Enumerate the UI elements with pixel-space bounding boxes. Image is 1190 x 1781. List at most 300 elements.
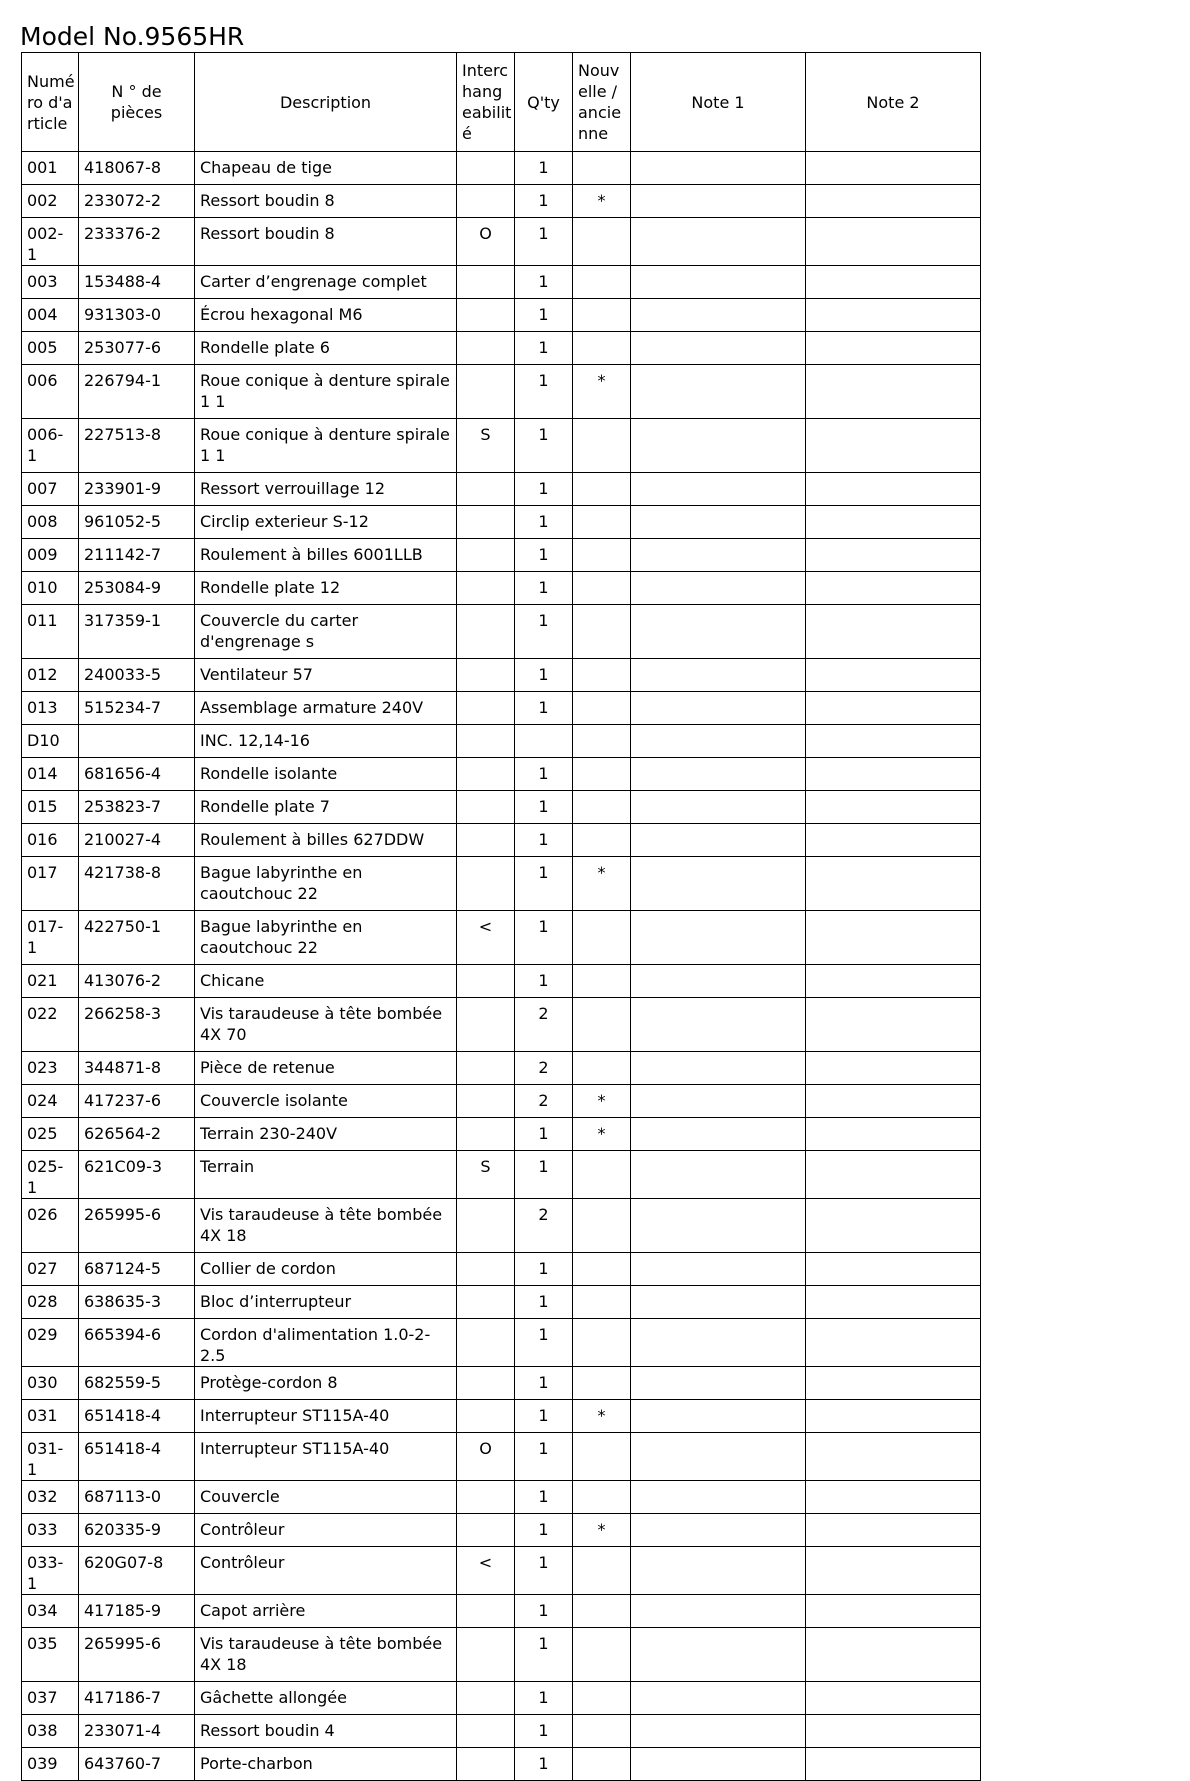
table-row <box>22 1481 981 1514</box>
cell-part-number: 266258-3 <box>79 998 195 1052</box>
header-new-old: Nouv elle / ancie nne <box>573 53 631 152</box>
cell-item-number: 033 <box>22 1514 79 1547</box>
cell-description: Circlip exterieur S-12 <box>195 506 457 539</box>
cell-part-number: 931303-0 <box>79 299 195 332</box>
cell-item-number: 002 <box>22 185 79 218</box>
cell-note-1 <box>631 332 806 365</box>
cell-part-number: 253084-9 <box>79 572 195 605</box>
cell-note-1 <box>631 218 806 266</box>
cell-description: Porte-charbon <box>195 1748 457 1781</box>
cell-new-old <box>573 725 631 758</box>
cell-note-1 <box>631 506 806 539</box>
cell-description: Roulement à billes 6001LLB <box>195 539 457 572</box>
table-row <box>22 1547 981 1595</box>
cell-item-number: 034 <box>22 1595 79 1628</box>
cell-note-2 <box>806 725 981 758</box>
table-row <box>22 266 981 299</box>
cell-note-2 <box>806 419 981 473</box>
cell-note-1 <box>631 605 806 659</box>
cell-part-number: 687113-0 <box>79 1481 195 1514</box>
cell-item-number: 012 <box>22 659 79 692</box>
cell-note-2 <box>806 1151 981 1199</box>
cell-description: INC. 12,14-16 <box>195 725 457 758</box>
cell-quantity: 1 <box>515 1748 573 1781</box>
cell-quantity: 1 <box>515 572 573 605</box>
cell-interchangeability <box>457 1319 515 1367</box>
cell-new-old <box>573 791 631 824</box>
cell-part-number: 681656-4 <box>79 758 195 791</box>
cell-note-1 <box>631 1400 806 1433</box>
cell-note-2 <box>806 1118 981 1151</box>
cell-note-2 <box>806 1628 981 1682</box>
cell-description: Protège-cordon 8 <box>195 1367 457 1400</box>
table-row <box>22 218 981 266</box>
cell-part-number: 417185-9 <box>79 1595 195 1628</box>
cell-note-1 <box>631 365 806 419</box>
cell-interchangeability <box>457 185 515 218</box>
table-row <box>22 1715 981 1748</box>
table-row <box>22 1595 981 1628</box>
cell-item-number: 035 <box>22 1628 79 1682</box>
cell-note-1 <box>631 1253 806 1286</box>
cell-note-2 <box>806 1433 981 1481</box>
cell-interchangeability <box>457 1595 515 1628</box>
cell-note-1 <box>631 998 806 1052</box>
table-row <box>22 911 981 965</box>
cell-quantity: 1 <box>515 1286 573 1319</box>
cell-note-1 <box>631 1682 806 1715</box>
cell-quantity: 1 <box>515 1481 573 1514</box>
cell-interchangeability <box>457 1367 515 1400</box>
cell-note-1 <box>631 1715 806 1748</box>
cell-description: Écrou hexagonal M6 <box>195 299 457 332</box>
cell-interchangeability <box>457 1118 515 1151</box>
cell-new-old: * <box>573 857 631 911</box>
cell-item-number: 011 <box>22 605 79 659</box>
cell-description: Ventilateur 57 <box>195 659 457 692</box>
table-row <box>22 857 981 911</box>
cell-note-1 <box>631 758 806 791</box>
cell-new-old <box>573 299 631 332</box>
cell-description: Roue conique à denture spirale 1 1 <box>195 365 457 419</box>
cell-note-1 <box>631 911 806 965</box>
cell-new-old <box>573 911 631 965</box>
cell-note-1 <box>631 659 806 692</box>
cell-interchangeability <box>457 152 515 185</box>
cell-interchangeability <box>457 725 515 758</box>
cell-new-old <box>573 659 631 692</box>
cell-note-2 <box>806 1715 981 1748</box>
cell-quantity: 1 <box>515 1400 573 1433</box>
cell-item-number: 017-1 <box>22 911 79 965</box>
cell-note-1 <box>631 1433 806 1481</box>
cell-note-1 <box>631 299 806 332</box>
cell-new-old <box>573 539 631 572</box>
cell-description: Couvercle isolante <box>195 1085 457 1118</box>
cell-item-number: 030 <box>22 1367 79 1400</box>
table-row <box>22 1748 981 1781</box>
cell-note-2 <box>806 1481 981 1514</box>
cell-item-number: 006 <box>22 365 79 419</box>
cell-note-1 <box>631 266 806 299</box>
cell-quantity: 1 <box>515 1433 573 1481</box>
cell-quantity: 1 <box>515 659 573 692</box>
cell-part-number: 418067-8 <box>79 152 195 185</box>
table-row <box>22 1400 981 1433</box>
cell-description: Chapeau de tige <box>195 152 457 185</box>
parts-table <box>21 52 981 1781</box>
cell-new-old <box>573 1628 631 1682</box>
table-row <box>22 965 981 998</box>
cell-description: Interrupteur ST115A-40 <box>195 1400 457 1433</box>
cell-part-number: 665394-6 <box>79 1319 195 1367</box>
table-row <box>22 332 981 365</box>
cell-note-1 <box>631 1151 806 1199</box>
cell-interchangeability <box>457 965 515 998</box>
table-row <box>22 1151 981 1199</box>
cell-new-old <box>573 1595 631 1628</box>
cell-new-old <box>573 692 631 725</box>
cell-note-1 <box>631 692 806 725</box>
cell-new-old <box>573 332 631 365</box>
cell-interchangeability <box>457 824 515 857</box>
cell-description: Collier de cordon <box>195 1253 457 1286</box>
cell-note-1 <box>631 572 806 605</box>
cell-description: Bague labyrinthe en caoutchouc 22 <box>195 911 457 965</box>
cell-quantity: 1 <box>515 965 573 998</box>
cell-note-1 <box>631 1118 806 1151</box>
cell-item-number: 010 <box>22 572 79 605</box>
cell-description: Bloc d’interrupteur <box>195 1286 457 1319</box>
table-row <box>22 692 981 725</box>
cell-quantity: 2 <box>515 998 573 1052</box>
cell-quantity: 1 <box>515 824 573 857</box>
cell-part-number: 682559-5 <box>79 1367 195 1400</box>
cell-note-1 <box>631 185 806 218</box>
cell-interchangeability <box>457 1748 515 1781</box>
table-row <box>22 725 981 758</box>
cell-item-number: 031 <box>22 1400 79 1433</box>
cell-description: Couvercle <box>195 1481 457 1514</box>
cell-quantity: 1 <box>515 152 573 185</box>
cell-part-number: 417186-7 <box>79 1682 195 1715</box>
cell-quantity: 1 <box>515 419 573 473</box>
cell-new-old <box>573 1481 631 1514</box>
table-row <box>22 152 981 185</box>
table-row <box>22 1682 981 1715</box>
cell-part-number: 651418-4 <box>79 1400 195 1433</box>
cell-note-2 <box>806 1595 981 1628</box>
cell-description: Terrain <box>195 1151 457 1199</box>
cell-interchangeability <box>457 473 515 506</box>
cell-description: Cordon d'alimentation 1.0-2-2.5 <box>195 1319 457 1367</box>
cell-part-number: 626564-2 <box>79 1118 195 1151</box>
table-row <box>22 791 981 824</box>
cell-note-2 <box>806 1085 981 1118</box>
cell-item-number: 007 <box>22 473 79 506</box>
cell-new-old <box>573 965 631 998</box>
cell-part-number: 226794-1 <box>79 365 195 419</box>
cell-item-number: 004 <box>22 299 79 332</box>
cell-part-number: 687124-5 <box>79 1253 195 1286</box>
cell-quantity: 2 <box>515 1199 573 1253</box>
cell-description: Contrôleur <box>195 1547 457 1595</box>
cell-note-1 <box>631 791 806 824</box>
cell-interchangeability <box>457 1400 515 1433</box>
cell-note-2 <box>806 965 981 998</box>
cell-note-1 <box>631 1514 806 1547</box>
cell-new-old: * <box>573 1400 631 1433</box>
table-row <box>22 1433 981 1481</box>
table-row <box>22 1514 981 1547</box>
table-row <box>22 572 981 605</box>
cell-new-old: * <box>573 1118 631 1151</box>
cell-interchangeability <box>457 332 515 365</box>
cell-quantity: 1 <box>515 1319 573 1367</box>
cell-note-2 <box>806 824 981 857</box>
cell-item-number: 039 <box>22 1748 79 1781</box>
cell-interchangeability <box>457 998 515 1052</box>
cell-note-1 <box>631 1319 806 1367</box>
cell-note-2 <box>806 659 981 692</box>
cell-part-number: 233901-9 <box>79 473 195 506</box>
cell-note-1 <box>631 1595 806 1628</box>
cell-interchangeability <box>457 539 515 572</box>
cell-item-number: 037 <box>22 1682 79 1715</box>
cell-description: Ressort boudin 4 <box>195 1715 457 1748</box>
cell-item-number: 025 <box>22 1118 79 1151</box>
cell-interchangeability <box>457 1514 515 1547</box>
table-row <box>22 659 981 692</box>
cell-quantity: 1 <box>515 1367 573 1400</box>
cell-new-old: * <box>573 365 631 419</box>
cell-new-old <box>573 1253 631 1286</box>
cell-description: Roulement à billes 627DDW <box>195 824 457 857</box>
cell-part-number: 638635-3 <box>79 1286 195 1319</box>
cell-quantity: 1 <box>515 692 573 725</box>
cell-part-number: 233376-2 <box>79 218 195 266</box>
cell-part-number: 265995-6 <box>79 1199 195 1253</box>
cell-note-2 <box>806 1682 981 1715</box>
cell-part-number: 515234-7 <box>79 692 195 725</box>
cell-item-number: 027 <box>22 1253 79 1286</box>
cell-new-old: * <box>573 1085 631 1118</box>
cell-part-number: 344871-8 <box>79 1052 195 1085</box>
cell-quantity: 1 <box>515 218 573 266</box>
cell-part-number: 417237-6 <box>79 1085 195 1118</box>
cell-note-1 <box>631 1547 806 1595</box>
cell-part-number: 253077-6 <box>79 332 195 365</box>
cell-item-number: 031-1 <box>22 1433 79 1481</box>
cell-part-number: 413076-2 <box>79 965 195 998</box>
cell-new-old: * <box>573 185 631 218</box>
cell-description: Bague labyrinthe en caoutchouc 22 <box>195 857 457 911</box>
cell-quantity: 2 <box>515 1085 573 1118</box>
cell-quantity: 1 <box>515 911 573 965</box>
cell-note-1 <box>631 725 806 758</box>
cell-part-number: 233072-2 <box>79 185 195 218</box>
cell-note-2 <box>806 1400 981 1433</box>
cell-interchangeability <box>457 572 515 605</box>
cell-interchangeability <box>457 1085 515 1118</box>
cell-description: Capot arrière <box>195 1595 457 1628</box>
table-row <box>22 824 981 857</box>
cell-note-2 <box>806 1547 981 1595</box>
cell-note-2 <box>806 911 981 965</box>
cell-item-number: 025-1 <box>22 1151 79 1199</box>
cell-item-number: 022 <box>22 998 79 1052</box>
cell-note-2 <box>806 605 981 659</box>
cell-note-1 <box>631 1748 806 1781</box>
cell-description: Rondelle isolante <box>195 758 457 791</box>
table-row <box>22 998 981 1052</box>
cell-note-1 <box>631 1367 806 1400</box>
cell-quantity: 1 <box>515 539 573 572</box>
cell-interchangeability <box>457 692 515 725</box>
cell-interchangeability: S <box>457 419 515 473</box>
cell-new-old <box>573 572 631 605</box>
cell-interchangeability: < <box>457 1547 515 1595</box>
cell-description: Assemblage armature 240V <box>195 692 457 725</box>
cell-new-old <box>573 1286 631 1319</box>
cell-item-number: 016 <box>22 824 79 857</box>
cell-interchangeability <box>457 1481 515 1514</box>
cell-new-old <box>573 824 631 857</box>
cell-interchangeability <box>457 1253 515 1286</box>
cell-note-2 <box>806 857 981 911</box>
cell-quantity: 1 <box>515 1118 573 1151</box>
cell-interchangeability: < <box>457 911 515 965</box>
cell-note-2 <box>806 185 981 218</box>
cell-description: Rondelle plate 12 <box>195 572 457 605</box>
cell-quantity: 1 <box>515 791 573 824</box>
cell-quantity: 1 <box>515 1715 573 1748</box>
cell-description: Interrupteur ST115A-40 <box>195 1433 457 1481</box>
cell-new-old <box>573 1433 631 1481</box>
cell-note-2 <box>806 1319 981 1367</box>
table-row <box>22 473 981 506</box>
table-row <box>22 419 981 473</box>
cell-part-number <box>79 725 195 758</box>
cell-part-number: 961052-5 <box>79 506 195 539</box>
cell-note-2 <box>806 365 981 419</box>
cell-new-old <box>573 419 631 473</box>
cell-interchangeability <box>457 266 515 299</box>
cell-new-old <box>573 1748 631 1781</box>
cell-item-number: 009 <box>22 539 79 572</box>
cell-new-old <box>573 1682 631 1715</box>
cell-item-number: 038 <box>22 1715 79 1748</box>
cell-note-1 <box>631 1481 806 1514</box>
header-part-number: N ° de pièces <box>79 53 195 152</box>
cell-quantity: 1 <box>515 365 573 419</box>
cell-new-old <box>573 1151 631 1199</box>
cell-new-old <box>573 605 631 659</box>
header-note-2: Note 2 <box>806 53 981 152</box>
cell-new-old <box>573 266 631 299</box>
cell-interchangeability <box>457 1682 515 1715</box>
cell-quantity: 2 <box>515 1052 573 1085</box>
cell-note-2 <box>806 218 981 266</box>
table-row <box>22 1367 981 1400</box>
cell-new-old <box>573 998 631 1052</box>
cell-new-old <box>573 1715 631 1748</box>
cell-note-1 <box>631 824 806 857</box>
cell-part-number: 211142-7 <box>79 539 195 572</box>
cell-quantity: 1 <box>515 1595 573 1628</box>
cell-note-2 <box>806 758 981 791</box>
cell-description: Vis taraudeuse à tête bombée 4X 18 <box>195 1199 457 1253</box>
cell-note-2 <box>806 1253 981 1286</box>
cell-note-2 <box>806 998 981 1052</box>
cell-description: Ressort verrouillage 12 <box>195 473 457 506</box>
cell-note-2 <box>806 692 981 725</box>
cell-note-2 <box>806 539 981 572</box>
cell-item-number: 002-1 <box>22 218 79 266</box>
cell-description: Terrain 230-240V <box>195 1118 457 1151</box>
header-item-number: Numé ro d'a rticle <box>22 53 79 152</box>
cell-note-1 <box>631 1199 806 1253</box>
cell-note-2 <box>806 1367 981 1400</box>
cell-description: Vis taraudeuse à tête bombée 4X 18 <box>195 1628 457 1682</box>
cell-item-number: 013 <box>22 692 79 725</box>
table-row <box>22 539 981 572</box>
cell-new-old: * <box>573 1514 631 1547</box>
cell-new-old <box>573 152 631 185</box>
cell-description: Ressort boudin 8 <box>195 185 457 218</box>
cell-item-number: 017 <box>22 857 79 911</box>
header-description: Description <box>195 53 457 152</box>
cell-note-2 <box>806 266 981 299</box>
cell-description: Vis taraudeuse à tête bombée 4X 70 <box>195 998 457 1052</box>
cell-part-number: 651418-4 <box>79 1433 195 1481</box>
table-row <box>22 1085 981 1118</box>
cell-interchangeability <box>457 659 515 692</box>
cell-part-number: 421738-8 <box>79 857 195 911</box>
cell-quantity: 1 <box>515 1151 573 1199</box>
table-row <box>22 1253 981 1286</box>
parts-table-body <box>22 152 981 1781</box>
table-row <box>22 1319 981 1367</box>
cell-note-1 <box>631 965 806 998</box>
cell-quantity: 1 <box>515 185 573 218</box>
cell-quantity: 1 <box>515 473 573 506</box>
cell-description: Couvercle du carter d'engrenage s <box>195 605 457 659</box>
cell-note-2 <box>806 332 981 365</box>
cell-part-number: 317359-1 <box>79 605 195 659</box>
cell-note-2 <box>806 506 981 539</box>
cell-interchangeability <box>457 857 515 911</box>
cell-interchangeability <box>457 1052 515 1085</box>
cell-note-2 <box>806 1514 981 1547</box>
cell-item-number: 003 <box>22 266 79 299</box>
cell-new-old <box>573 1319 631 1367</box>
cell-new-old <box>573 473 631 506</box>
cell-part-number: 210027-4 <box>79 824 195 857</box>
cell-note-2 <box>806 1199 981 1253</box>
cell-part-number: 422750-1 <box>79 911 195 965</box>
cell-quantity: 1 <box>515 1253 573 1286</box>
table-row <box>22 758 981 791</box>
cell-new-old <box>573 1052 631 1085</box>
cell-interchangeability <box>457 1286 515 1319</box>
cell-part-number: 265995-6 <box>79 1628 195 1682</box>
header-row <box>22 53 981 152</box>
cell-part-number: 153488-4 <box>79 266 195 299</box>
table-row <box>22 506 981 539</box>
page-title: Model No.9565HR <box>20 22 245 51</box>
cell-note-2 <box>806 1286 981 1319</box>
